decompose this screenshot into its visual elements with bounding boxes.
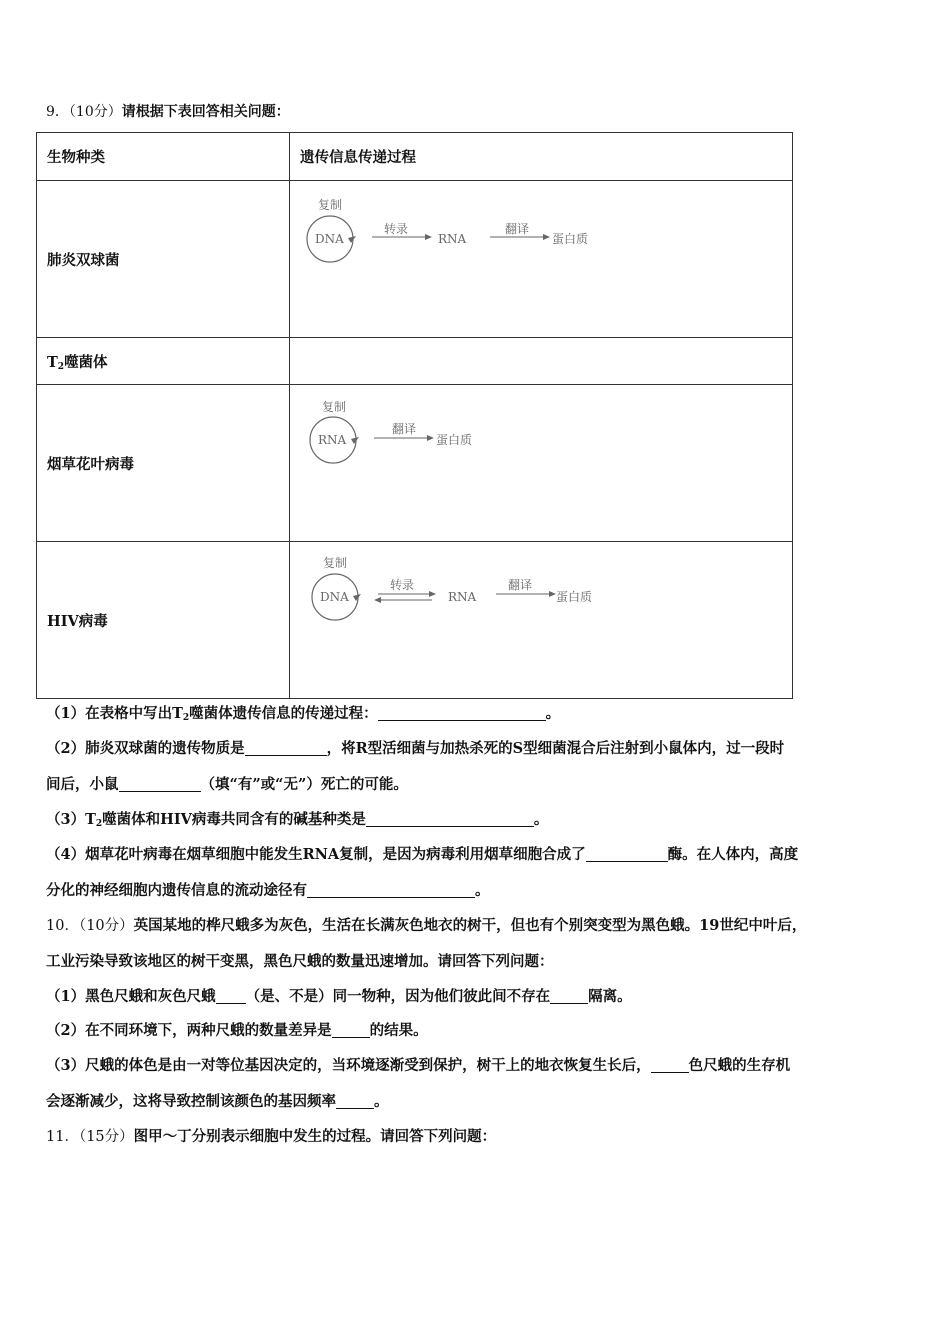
loop-label: 复制 [322, 400, 347, 414]
process-tmv [290, 385, 793, 542]
answer-blank[interactable] [550, 988, 588, 1004]
q9-sub3: $(3)T_2$噬菌体和HIV病毒共同含有的碱基种类是 。 [46, 811, 549, 829]
loop-label: 复制 [318, 198, 343, 212]
header-process: 遗传信息传递过程 [290, 133, 793, 181]
q9-title: 请根据下表回答相关问题： [121, 104, 290, 120]
step2-label: 翻译 [505, 222, 530, 236]
answer-blank[interactable] [216, 988, 246, 1004]
rna-flow-diagram [290, 385, 810, 542]
step1-label: 转录 [390, 578, 415, 592]
q9-sub1: （1）在表格中写出$T_2$噬菌体遗传信息的传递过程： 。 [46, 705, 561, 723]
q10-sub2: （2）在不同环境下，两种尺蛾的数量差异是 的结果。 [46, 1022, 428, 1039]
process-hiv [290, 542, 793, 699]
answer-blank[interactable] [119, 776, 201, 792]
q9-sub4-line1: （4）烟草花叶病毒在烟草细胞中能发生RNA复制，是因为病毒利用烟草细胞合成了 酶。在人体内，高度 [46, 846, 799, 863]
answer-blank[interactable] [245, 740, 327, 756]
step2-label: 翻译 [508, 578, 533, 592]
organism-pneumococcus: 肺炎双球菌 [37, 181, 290, 338]
q9-score: （10分） [68, 104, 122, 120]
organism-tmv: 烟草花叶病毒 [37, 385, 290, 542]
answer-blank[interactable] [378, 705, 546, 721]
answer-blank[interactable] [366, 811, 534, 827]
q11-number: 11． [46, 1129, 79, 1145]
process-pneumococcus [290, 181, 793, 338]
q10-score: （10分） [78, 918, 134, 934]
answer-blank[interactable] [332, 1022, 370, 1038]
organism-t2-phage: $T_2$噬菌体 [37, 338, 290, 385]
q10-number: 10． [46, 918, 79, 934]
answer-blank[interactable] [586, 846, 668, 862]
q9-sub2-line2: 间后，小鼠 （填“有”或“无”）死亡的可能。 [46, 776, 408, 793]
q10-sub1: （1）黑色尺蛾和灰色尺蛾 （是、不是）同一物种，因为他们彼此间不存在 隔离。 [46, 988, 632, 1005]
step-label: 翻译 [392, 422, 417, 436]
header-organism: 生物种类 [37, 133, 290, 181]
process-t2-phage-empty [290, 338, 793, 385]
node-start: DNA [320, 590, 349, 604]
node-mid: RNA [448, 590, 477, 604]
q11-score: （15分） [78, 1129, 134, 1145]
table-row [37, 385, 793, 542]
q10-sub3-line1: （3）尺蛾的体色是由一对等位基因决定的，当环境逐渐受到保护，树干上的地衣恢复生长后， 色尺蛾的生存机 [46, 1057, 791, 1074]
step1-label: 转录 [384, 222, 409, 236]
q9-sub2-line1: （2）肺炎双球菌的遗传物质是 ，将R型活细菌与加热杀死的S型细菌混合后注射到小鼠体内，过一段时 [46, 740, 785, 757]
node-mid: RNA [438, 232, 467, 246]
answer-blank[interactable] [651, 1057, 689, 1073]
q11-line: 11．（15分）图甲～丁分别表示细胞中发生的过程。请回答下列问题： [46, 1128, 497, 1145]
node-end: 蛋白质 [436, 433, 473, 447]
table-row [37, 338, 793, 385]
table-row [37, 181, 793, 338]
q9-heading [46, 101, 290, 121]
dna-flow-diagram-1 [290, 181, 810, 338]
genetic-info-table [36, 132, 793, 699]
node-start: RNA [318, 433, 347, 447]
loop-label: 复制 [323, 556, 348, 570]
q9-sub4-line2: 分化的神经细胞内遗传信息的流动途径有 。 [46, 882, 490, 899]
node-end: 蛋白质 [552, 232, 589, 246]
q10-line2: 工业污染导致该地区的树干变黑，黑色尺蛾的数量迅速增加。请回答下列问题： [46, 953, 554, 970]
table-row [37, 542, 793, 699]
node-start: DNA [315, 232, 344, 246]
answer-blank[interactable] [336, 1093, 374, 1109]
table-header-row [37, 133, 793, 181]
q9-number: 9． [46, 104, 69, 120]
answer-blank[interactable] [307, 882, 475, 898]
node-end: 蛋白质 [556, 590, 593, 604]
organism-hiv: HIV病毒 [37, 542, 290, 699]
q10-sub3-line2: 会逐渐减少，这将导致控制该颜色的基因频率 。 [46, 1093, 389, 1110]
dna-flow-diagram-2 [290, 542, 810, 699]
q10-line1: 10．（10分）英国某地的桦尺蛾多为灰色，生活在长满灰色地衣的树干，但也有个别突变型为黑色蛾。19世纪中叶后， [46, 917, 807, 934]
